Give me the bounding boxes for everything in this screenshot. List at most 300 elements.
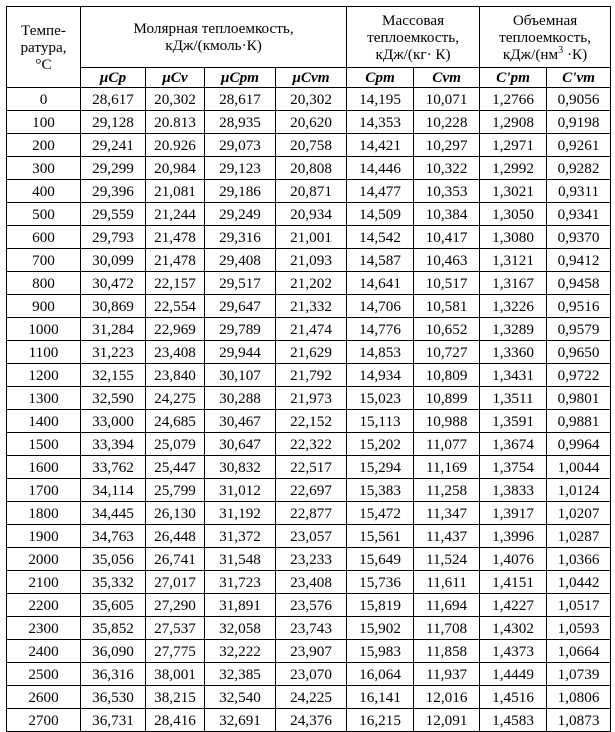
value-cell: 27,537 bbox=[146, 617, 205, 640]
value-cell: 23,743 bbox=[276, 617, 347, 640]
value-cell: 23,057 bbox=[276, 525, 347, 548]
value-cell: 1,3080 bbox=[480, 226, 547, 249]
temperature-header-line1: Темпе- bbox=[21, 21, 66, 39]
column-header: Cpm bbox=[347, 68, 414, 88]
value-cell: 1,4302 bbox=[480, 617, 547, 640]
value-cell: 20,758 bbox=[276, 134, 347, 157]
table-row bbox=[7, 709, 611, 732]
table-body bbox=[7, 88, 611, 732]
value-cell: 16,215 bbox=[347, 709, 414, 732]
value-cell: 12,016 bbox=[414, 686, 480, 709]
value-cell: 33,394 bbox=[81, 433, 146, 456]
temperature-cell: 2500 bbox=[7, 663, 81, 686]
value-cell: 23,233 bbox=[276, 548, 347, 571]
value-cell: 10,353 bbox=[414, 180, 480, 203]
table-row bbox=[7, 295, 611, 318]
temperature-cell: 1800 bbox=[7, 502, 81, 525]
column-header: C'vm bbox=[547, 68, 611, 88]
value-cell: 20.926 bbox=[146, 134, 205, 157]
value-cell: 1,3050 bbox=[480, 203, 547, 226]
value-cell: 31,223 bbox=[81, 341, 146, 364]
value-cell: 35,056 bbox=[81, 548, 146, 571]
column-header: μCvm bbox=[276, 68, 347, 88]
value-cell: 1,4151 bbox=[480, 571, 547, 594]
value-cell: 35,852 bbox=[81, 617, 146, 640]
value-cell: 20,808 bbox=[276, 157, 347, 180]
value-cell: 0,9311 bbox=[547, 180, 611, 203]
value-cell: 28,617 bbox=[81, 88, 146, 111]
value-cell: 1,3431 bbox=[480, 364, 547, 387]
value-cell: 21,332 bbox=[276, 295, 347, 318]
temperature-cell: 1100 bbox=[7, 341, 81, 364]
table-row bbox=[7, 272, 611, 295]
value-cell: 29,647 bbox=[205, 295, 276, 318]
value-cell: 1,2766 bbox=[480, 88, 547, 111]
value-cell: 34,445 bbox=[81, 502, 146, 525]
value-cell: 21,202 bbox=[276, 272, 347, 295]
value-cell: 27,290 bbox=[146, 594, 205, 617]
table-row bbox=[7, 548, 611, 571]
value-cell: 38,001 bbox=[146, 663, 205, 686]
value-cell: 15,736 bbox=[347, 571, 414, 594]
value-cell: 26,130 bbox=[146, 502, 205, 525]
value-cell: 1,4373 bbox=[480, 640, 547, 663]
value-cell: 21,478 bbox=[146, 226, 205, 249]
value-cell: 34,114 bbox=[81, 479, 146, 502]
value-cell: 31,012 bbox=[205, 479, 276, 502]
value-cell: 21,244 bbox=[146, 203, 205, 226]
molar-group-header bbox=[81, 7, 347, 68]
value-cell: 1,4583 bbox=[480, 709, 547, 732]
value-cell: 14,641 bbox=[347, 272, 414, 295]
value-cell: 1,3591 bbox=[480, 410, 547, 433]
value-cell: 31,548 bbox=[205, 548, 276, 571]
table-row bbox=[7, 479, 611, 502]
value-cell: 29,793 bbox=[81, 226, 146, 249]
value-cell: 29,241 bbox=[81, 134, 146, 157]
temperature-header bbox=[7, 7, 81, 88]
value-cell: 32,222 bbox=[205, 640, 276, 663]
table-row bbox=[7, 387, 611, 410]
value-cell: 0,9056 bbox=[547, 88, 611, 111]
temperature-cell: 1700 bbox=[7, 479, 81, 502]
temperature-cell: 1500 bbox=[7, 433, 81, 456]
value-cell: 10,652 bbox=[414, 318, 480, 341]
value-cell: 29,408 bbox=[205, 249, 276, 272]
value-cell: 27,775 bbox=[146, 640, 205, 663]
value-cell: 21,629 bbox=[276, 341, 347, 364]
value-cell: 0,9261 bbox=[547, 134, 611, 157]
value-cell: 11,708 bbox=[414, 617, 480, 640]
value-cell: 14,353 bbox=[347, 111, 414, 134]
value-cell: 1,0664 bbox=[547, 640, 611, 663]
value-cell: 29,944 bbox=[205, 341, 276, 364]
table-row bbox=[7, 433, 611, 456]
value-cell: 14,446 bbox=[347, 157, 414, 180]
value-cell: 15,023 bbox=[347, 387, 414, 410]
table-row bbox=[7, 226, 611, 249]
value-cell: 0,9650 bbox=[547, 341, 611, 364]
value-cell: 10,228 bbox=[414, 111, 480, 134]
value-cell: 15,561 bbox=[347, 525, 414, 548]
value-cell: 20,302 bbox=[146, 88, 205, 111]
molar-header-line2: кДж/(кмоль·К) bbox=[165, 37, 262, 54]
header-row-columns bbox=[7, 68, 611, 88]
value-cell: 32,155 bbox=[81, 364, 146, 387]
value-cell: 1,0044 bbox=[547, 456, 611, 479]
value-cell: 31,284 bbox=[81, 318, 146, 341]
temperature-cell: 2100 bbox=[7, 571, 81, 594]
value-cell: 36,316 bbox=[81, 663, 146, 686]
value-cell: 10,322 bbox=[414, 157, 480, 180]
volume-header-line3: кДж/(нм bbox=[502, 45, 559, 63]
value-cell: 20,620 bbox=[276, 111, 347, 134]
value-cell: 23,907 bbox=[276, 640, 347, 663]
value-cell: 32,691 bbox=[205, 709, 276, 732]
value-cell: 27,017 bbox=[146, 571, 205, 594]
table-row bbox=[7, 88, 611, 111]
value-cell: 11,169 bbox=[414, 456, 480, 479]
table-row bbox=[7, 617, 611, 640]
table-row bbox=[7, 134, 611, 157]
value-cell: 21,474 bbox=[276, 318, 347, 341]
value-cell: 28,416 bbox=[146, 709, 205, 732]
value-cell: 23,840 bbox=[146, 364, 205, 387]
value-cell: 26,448 bbox=[146, 525, 205, 548]
value-cell: 26,741 bbox=[146, 548, 205, 571]
column-header: Cvm bbox=[414, 68, 480, 88]
value-cell: 14,509 bbox=[347, 203, 414, 226]
value-cell: 23,070 bbox=[276, 663, 347, 686]
value-cell: 0,9801 bbox=[547, 387, 611, 410]
value-cell: 0,9579 bbox=[547, 318, 611, 341]
value-cell: 0,9341 bbox=[547, 203, 611, 226]
value-cell: 29,073 bbox=[205, 134, 276, 157]
temperature-header-line3: °C bbox=[35, 55, 52, 73]
value-cell: 1,3021 bbox=[480, 180, 547, 203]
value-cell: 11,524 bbox=[414, 548, 480, 571]
table-row bbox=[7, 663, 611, 686]
value-cell: 1,0287 bbox=[547, 525, 611, 548]
value-cell: 0,9198 bbox=[547, 111, 611, 134]
value-cell: 36,731 bbox=[81, 709, 146, 732]
value-cell: 30,467 bbox=[205, 410, 276, 433]
value-cell: 1,0739 bbox=[547, 663, 611, 686]
value-cell: 29,789 bbox=[205, 318, 276, 341]
volume-header-superscript: 3 bbox=[558, 44, 564, 56]
value-cell: 35,605 bbox=[81, 594, 146, 617]
value-cell: 34,763 bbox=[81, 525, 146, 548]
value-cell: 1,3511 bbox=[480, 387, 547, 410]
value-cell: 31,723 bbox=[205, 571, 276, 594]
mass-header-line3: кДж/(кг· К) bbox=[375, 45, 451, 63]
value-cell: 29,316 bbox=[205, 226, 276, 249]
value-cell: 15,202 bbox=[347, 433, 414, 456]
temperature-cell: 1600 bbox=[7, 456, 81, 479]
value-cell: 0,9881 bbox=[547, 410, 611, 433]
value-cell: 30,647 bbox=[205, 433, 276, 456]
value-cell: 1,4449 bbox=[480, 663, 547, 686]
value-cell: 20.813 bbox=[146, 111, 205, 134]
value-cell: 22,517 bbox=[276, 456, 347, 479]
value-cell: 1,0442 bbox=[547, 571, 611, 594]
value-cell: 1,2971 bbox=[480, 134, 547, 157]
value-cell: 15,649 bbox=[347, 548, 414, 571]
value-cell: 29,559 bbox=[81, 203, 146, 226]
value-cell: 30,869 bbox=[81, 295, 146, 318]
value-cell: 25,799 bbox=[146, 479, 205, 502]
value-cell: 0,9282 bbox=[547, 157, 611, 180]
value-cell: 11,437 bbox=[414, 525, 480, 548]
value-cell: 1,2908 bbox=[480, 111, 547, 134]
table-row bbox=[7, 318, 611, 341]
value-cell: 31,891 bbox=[205, 594, 276, 617]
column-header: C'pm bbox=[480, 68, 547, 88]
value-cell: 14,542 bbox=[347, 226, 414, 249]
value-cell: 14,706 bbox=[347, 295, 414, 318]
temperature-cell: 2400 bbox=[7, 640, 81, 663]
header-row-groups bbox=[7, 7, 611, 68]
table-row bbox=[7, 364, 611, 387]
temperature-cell: 100 bbox=[7, 111, 81, 134]
value-cell: 10,071 bbox=[414, 88, 480, 111]
value-cell: 24,275 bbox=[146, 387, 205, 410]
table-row bbox=[7, 341, 611, 364]
value-cell: 0,9412 bbox=[547, 249, 611, 272]
value-cell: 10,988 bbox=[414, 410, 480, 433]
value-cell: 36,530 bbox=[81, 686, 146, 709]
value-cell: 15,819 bbox=[347, 594, 414, 617]
value-cell: 11,858 bbox=[414, 640, 480, 663]
value-cell: 14,587 bbox=[347, 249, 414, 272]
temperature-cell: 900 bbox=[7, 295, 81, 318]
value-cell: 15,294 bbox=[347, 456, 414, 479]
value-cell: 1,0873 bbox=[547, 709, 611, 732]
temperature-cell: 600 bbox=[7, 226, 81, 249]
value-cell: 1,3674 bbox=[480, 433, 547, 456]
value-cell: 30,288 bbox=[205, 387, 276, 410]
value-cell: 38,215 bbox=[146, 686, 205, 709]
table-row bbox=[7, 571, 611, 594]
value-cell: 22,152 bbox=[276, 410, 347, 433]
heat-capacity-table bbox=[6, 6, 611, 732]
value-cell: 20,871 bbox=[276, 180, 347, 203]
value-cell: 28,617 bbox=[205, 88, 276, 111]
value-cell: 1,4516 bbox=[480, 686, 547, 709]
value-cell: 30,472 bbox=[81, 272, 146, 295]
value-cell: 32,540 bbox=[205, 686, 276, 709]
temperature-cell: 1300 bbox=[7, 387, 81, 410]
value-cell: 22,697 bbox=[276, 479, 347, 502]
temperature-cell: 800 bbox=[7, 272, 81, 295]
value-cell: 10,297 bbox=[414, 134, 480, 157]
volume-header-line3-end: ·К) bbox=[563, 45, 588, 63]
temperature-cell: 2200 bbox=[7, 594, 81, 617]
value-cell: 20,302 bbox=[276, 88, 347, 111]
value-cell: 14,195 bbox=[347, 88, 414, 111]
value-cell: 15,902 bbox=[347, 617, 414, 640]
value-cell: 1,0517 bbox=[547, 594, 611, 617]
value-cell: 15,472 bbox=[347, 502, 414, 525]
temperature-cell: 1200 bbox=[7, 364, 81, 387]
value-cell: 28,935 bbox=[205, 111, 276, 134]
column-header: μCp bbox=[81, 68, 146, 88]
value-cell: 11,077 bbox=[414, 433, 480, 456]
value-cell: 25,079 bbox=[146, 433, 205, 456]
value-cell: 1,3289 bbox=[480, 318, 547, 341]
value-cell: 32,058 bbox=[205, 617, 276, 640]
value-cell: 21,792 bbox=[276, 364, 347, 387]
value-cell: 30,107 bbox=[205, 364, 276, 387]
value-cell: 1,3226 bbox=[480, 295, 547, 318]
temperature-header-line2: ратура, bbox=[20, 38, 67, 56]
value-cell: 33,000 bbox=[81, 410, 146, 433]
value-cell: 22,877 bbox=[276, 502, 347, 525]
column-header: μCv bbox=[146, 68, 205, 88]
value-cell: 1,0806 bbox=[547, 686, 611, 709]
volume-header-line1: Объемная bbox=[512, 11, 578, 29]
value-cell: 33,762 bbox=[81, 456, 146, 479]
value-cell: 21,001 bbox=[276, 226, 347, 249]
value-cell: 22,157 bbox=[146, 272, 205, 295]
temperature-cell: 500 bbox=[7, 203, 81, 226]
value-cell: 10,463 bbox=[414, 249, 480, 272]
value-cell: 15,983 bbox=[347, 640, 414, 663]
table-row bbox=[7, 594, 611, 617]
value-cell: 24,225 bbox=[276, 686, 347, 709]
value-cell: 24,685 bbox=[146, 410, 205, 433]
value-cell: 1,0124 bbox=[547, 479, 611, 502]
value-cell: 23,576 bbox=[276, 594, 347, 617]
temperature-cell: 2600 bbox=[7, 686, 81, 709]
value-cell: 1,4227 bbox=[480, 594, 547, 617]
volume-header-line2: теплоемкость, bbox=[499, 28, 591, 46]
table-row bbox=[7, 180, 611, 203]
temperature-cell: 2700 bbox=[7, 709, 81, 732]
value-cell: 35,332 bbox=[81, 571, 146, 594]
mass-header-line1: Массовая bbox=[382, 11, 445, 29]
value-cell: 14,421 bbox=[347, 134, 414, 157]
value-cell: 1,0366 bbox=[547, 548, 611, 571]
table-row bbox=[7, 203, 611, 226]
value-cell: 25,447 bbox=[146, 456, 205, 479]
value-cell: 0,9722 bbox=[547, 364, 611, 387]
value-cell: 10,417 bbox=[414, 226, 480, 249]
column-header: μCpm bbox=[205, 68, 276, 88]
temperature-cell: 2300 bbox=[7, 617, 81, 640]
value-cell: 29,517 bbox=[205, 272, 276, 295]
value-cell: 21,478 bbox=[146, 249, 205, 272]
value-cell: 1,3121 bbox=[480, 249, 547, 272]
value-cell: 14,776 bbox=[347, 318, 414, 341]
value-cell: 10,899 bbox=[414, 387, 480, 410]
molar-header-line1: Молярная теплоемкость, bbox=[133, 20, 294, 37]
temperature-cell: 1000 bbox=[7, 318, 81, 341]
table-row bbox=[7, 157, 611, 180]
table-row bbox=[7, 249, 611, 272]
value-cell: 16,064 bbox=[347, 663, 414, 686]
value-cell: 21,093 bbox=[276, 249, 347, 272]
temperature-cell: 1900 bbox=[7, 525, 81, 548]
temperature-cell: 1400 bbox=[7, 410, 81, 433]
table-row bbox=[7, 525, 611, 548]
value-cell: 14,934 bbox=[347, 364, 414, 387]
temperature-cell: 200 bbox=[7, 134, 81, 157]
value-cell: 36,090 bbox=[81, 640, 146, 663]
mass-group-header bbox=[347, 7, 480, 68]
value-cell: 31,192 bbox=[205, 502, 276, 525]
value-cell: 31,372 bbox=[205, 525, 276, 548]
value-cell: 1,3833 bbox=[480, 479, 547, 502]
value-cell: 10,809 bbox=[414, 364, 480, 387]
value-cell: 0,9516 bbox=[547, 295, 611, 318]
value-cell: 1,3917 bbox=[480, 502, 547, 525]
value-cell: 1,3754 bbox=[480, 456, 547, 479]
value-cell: 14,853 bbox=[347, 341, 414, 364]
value-cell: 10,581 bbox=[414, 295, 480, 318]
table-row bbox=[7, 686, 611, 709]
value-cell: 29,249 bbox=[205, 203, 276, 226]
value-cell: 15,113 bbox=[347, 410, 414, 433]
temperature-cell: 700 bbox=[7, 249, 81, 272]
value-cell: 1,0593 bbox=[547, 617, 611, 640]
value-cell: 29,123 bbox=[205, 157, 276, 180]
value-cell: 20,934 bbox=[276, 203, 347, 226]
value-cell: 21,081 bbox=[146, 180, 205, 203]
value-cell: 1,3360 bbox=[480, 341, 547, 364]
value-cell: 1,3996 bbox=[480, 525, 547, 548]
value-cell: 10,517 bbox=[414, 272, 480, 295]
value-cell: 1,0207 bbox=[547, 502, 611, 525]
value-cell: 20,984 bbox=[146, 157, 205, 180]
value-cell: 29,396 bbox=[81, 180, 146, 203]
mass-header-line2: теплоемкость, bbox=[367, 28, 459, 46]
value-cell: 22,322 bbox=[276, 433, 347, 456]
value-cell: 22,554 bbox=[146, 295, 205, 318]
temperature-cell: 0 bbox=[7, 88, 81, 111]
value-cell: 12,091 bbox=[414, 709, 480, 732]
value-cell: 24,376 bbox=[276, 709, 347, 732]
value-cell: 29,128 bbox=[81, 111, 146, 134]
table-row bbox=[7, 410, 611, 433]
value-cell: 10,727 bbox=[414, 341, 480, 364]
value-cell: 32,385 bbox=[205, 663, 276, 686]
value-cell: 30,099 bbox=[81, 249, 146, 272]
value-cell: 23,408 bbox=[146, 341, 205, 364]
value-cell: 30,832 bbox=[205, 456, 276, 479]
value-cell: 1,2992 bbox=[480, 157, 547, 180]
value-cell: 11,611 bbox=[414, 571, 480, 594]
table-row bbox=[7, 502, 611, 525]
value-cell: 29,299 bbox=[81, 157, 146, 180]
temperature-cell: 400 bbox=[7, 180, 81, 203]
value-cell: 10,384 bbox=[414, 203, 480, 226]
value-cell: 16,141 bbox=[347, 686, 414, 709]
value-cell: 14,477 bbox=[347, 180, 414, 203]
value-cell: 15,383 bbox=[347, 479, 414, 502]
value-cell: 22,969 bbox=[146, 318, 205, 341]
value-cell: 32,590 bbox=[81, 387, 146, 410]
value-cell: 0,9370 bbox=[547, 226, 611, 249]
value-cell: 1,3167 bbox=[480, 272, 547, 295]
table-row bbox=[7, 111, 611, 134]
value-cell: 11,258 bbox=[414, 479, 480, 502]
value-cell: 11,347 bbox=[414, 502, 480, 525]
value-cell: 0,9964 bbox=[547, 433, 611, 456]
value-cell: 29,186 bbox=[205, 180, 276, 203]
value-cell: 0,9458 bbox=[547, 272, 611, 295]
value-cell: 23,408 bbox=[276, 571, 347, 594]
